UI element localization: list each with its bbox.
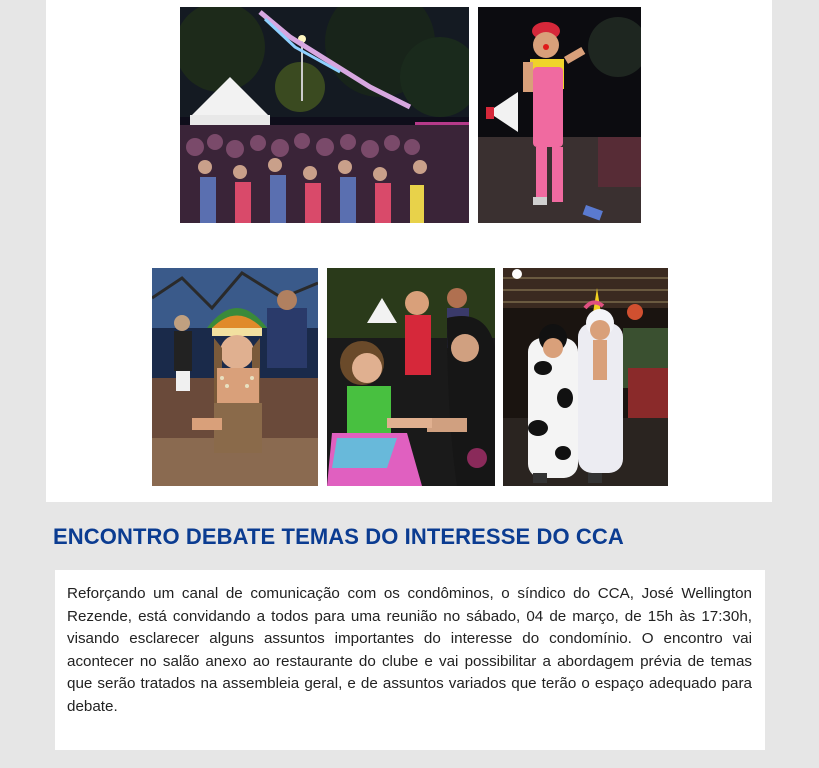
feather-headdress-costume-photo[interactable] xyxy=(152,268,318,486)
photo-gallery xyxy=(46,0,772,502)
cow-unicorn-costumes-photo[interactable] xyxy=(503,268,668,486)
article-headline: ENCONTRO DEBATE TEMAS DO INTERESSE DO CCA xyxy=(53,524,624,549)
carnival-crowd-photo[interactable] xyxy=(180,7,469,223)
article-body-text: Reforçando um canal de comunicação com os condôminos, o síndico do CCA, José Wellington Rezende, está convidando a todos para uma reunião no sábado, 04 de março, de 15h às 17:30h, visando esclarecer alguns assuntos importantes do interesse do condomínio. O encontro vai acontecer no salão anexo ao restaurante do clube e vai possibilitar a abordagem prévia de temas que serão tratados na assembleia geral, e de assuntos variados que terão o espaço adequado para debate. xyxy=(67,585,752,715)
article-body-panel xyxy=(55,570,765,750)
clown-megaphone-photo[interactable] xyxy=(478,7,641,223)
child-face-painting-photo[interactable] xyxy=(327,268,495,486)
